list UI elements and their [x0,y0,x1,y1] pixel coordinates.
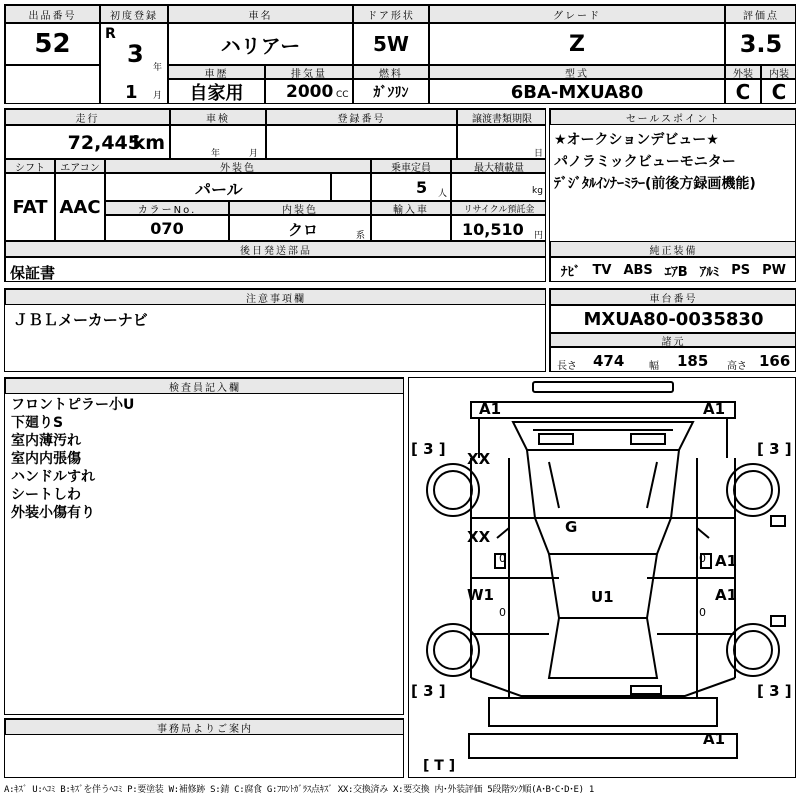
inspector-section [4,377,404,715]
label-xx-front-door: XX [467,528,491,546]
details-section [4,108,546,282]
colorno: 070 [105,215,229,241]
intcolor-cell [229,215,371,241]
cc-unit: CC [336,90,349,100]
label-zero-4: 0 [699,606,706,619]
reg-year: 3 [127,40,144,68]
mileage-unit: km [132,132,165,154]
notes-text: ＪＢＬメーカーナビ [13,311,148,329]
history-label: 車歴 [168,65,265,79]
equip-ps: PS [731,262,751,278]
intcolor-unit: 系 [356,231,366,241]
label-3-front-left: [ 3 ] [411,440,446,458]
transfer-day: 日 [534,149,544,159]
capacity-label: 乗車定員 [371,159,451,173]
int-label: 内装 [761,65,796,79]
inspect-year: 年 [211,149,221,159]
equip-cell [550,257,796,282]
intcolor-label: 内装色 [229,201,371,215]
reg-month: 1 [125,82,138,103]
cc-label: 排気量 [265,65,353,79]
lot-label: 出品番号 [5,5,100,23]
label-3-rear-left: [ 3 ] [411,682,446,700]
recycle: 10,510 [462,220,524,239]
equip-label: 純正装備 [550,241,796,257]
color-label: 外装色 [105,159,371,173]
chassis-section [549,288,796,372]
reg-label: 初度登録 [100,5,168,23]
later-cell [5,257,546,282]
label-3-front-right: [ 3 ] [757,440,792,458]
mileage: 72,445 [67,132,141,154]
reg-year-unit: 年 [153,63,163,73]
shift-label: シフト [5,159,55,173]
ext-score: C [725,79,761,104]
label-t: [ T ] [423,758,456,774]
spec-cell [550,347,796,372]
label-a1-rear-bumper: A1 [703,730,726,748]
length-label: 長さ [557,361,577,372]
grade-label: グレード [429,5,725,23]
mileage-cell [5,125,170,159]
inspect-label: 車検 [170,109,266,125]
reg-month-unit: 月 [153,91,163,101]
model-label: 型式 [429,65,725,79]
equip-pw: PW [762,262,786,278]
height-label: 高さ [727,361,747,372]
fuel-label: 燃料 [353,65,429,79]
reg-era: R [105,26,116,42]
fuel: ｶﾞｿﾘﾝ [353,79,429,104]
name-label: 車名 [168,5,353,23]
lot-number: 52 [5,23,100,65]
label-zero-3: 0 [499,606,506,619]
inspector-text: フロントピラー小U 下廻りS 室内薄汚れ 室内内張傷 ハンドルすれ シートしわ 外装小傷有り [11,397,135,521]
capacity-unit: 人 [438,189,448,199]
height: 166 [759,352,791,370]
lot-blank [5,65,100,104]
int-score: C [761,79,796,104]
color: パール [195,180,243,199]
inspect-month: 月 [249,149,259,159]
damage-diagram [408,377,796,778]
equip-navi: ﾅﾋﾞ [561,264,581,280]
capacity: 5 [416,178,428,197]
capacity-cell [371,173,451,201]
reg-cell [100,23,168,104]
inspect-cell [170,125,266,159]
import-cell [371,215,451,241]
recycle-label: リサイクル預託金 [451,201,546,215]
import-label: 輸入車 [371,201,451,215]
chassis-label: 車台番号 [550,289,796,305]
load-label: 最大積載量 [451,159,546,173]
sales-section [549,108,796,282]
office-section [4,718,404,778]
equip-airbag: ｴｱB [664,264,688,280]
equip-tv: TV [592,262,612,278]
label-a1-rear-door: A1 [715,552,738,570]
notes-label: 注意事項欄 [5,289,546,305]
sales-lines: ★オークションデビュー★ パノラミックビューモニター ﾃﾞｼﾞﾀﾙｲﾝﾅｰﾐﾗｰ(前後方録画機能) [554,132,756,192]
label-a1-front-left: A1 [479,400,502,418]
legend: A:ｷｽﾞ U:ﾍｺﾐ B:ｷｽﾞを伴うﾍｺﾐ P:要塗装 W:補修跡 S:錆 C:腐食 G:ﾌﾛﾝﾄｶﾞﾗｽ点ｷｽﾞ XX:交換済み X:要交換 内･外装評価 5段階ﾗﾝｸ順(A･B･C･D･E) 1 [4,785,594,795]
label-a1-front-right: A1 [703,400,726,418]
history: 自家用 [168,79,265,104]
inspector-label: 検査員記入欄 [5,378,404,394]
intcolor: クロ [288,221,319,239]
later-label: 後日発送部品 [5,241,546,257]
label-zero-1: 0 [499,552,506,565]
office-label: 事務局よりご案内 [5,719,404,735]
mileage-label: 走行 [5,109,170,125]
transfer-label: 譲渡書類期限 [457,109,546,125]
ac: AAC [55,173,105,241]
label-u1-roof: U1 [591,588,614,606]
colorno-label: カラーNo. [105,201,229,215]
regno-cell [266,125,457,159]
chassis-number: MXUA80-0035830 [550,305,796,333]
spec-label: 諸元 [550,333,796,347]
shift: FAT [5,173,55,241]
width: 185 [677,352,709,370]
width-label: 幅 [649,361,659,372]
later: 保証書 [10,264,56,282]
label-zero-2: 0 [699,552,706,565]
label-w1: W1 [467,586,494,604]
recycle-cell [451,215,546,241]
recycle-unit: 円 [534,231,544,241]
cc: 2000 [286,82,334,102]
load-cell [451,173,546,201]
length: 474 [593,352,625,370]
color-extra [331,173,371,201]
label-xx-fender: XX [467,450,491,468]
header-section [4,4,796,104]
equip-abs: ABS [623,262,653,278]
door-label: ドア形状 [353,5,429,23]
notes-section [4,288,546,372]
cc-cell [265,79,353,104]
ac-label: エアコン [55,159,105,173]
model: 6BA-MXUA80 [429,79,725,104]
regno-label: 登録番号 [266,109,457,125]
load-unit: kg [532,186,543,196]
transfer-cell [457,125,546,159]
sales-label: セールスポイント [550,109,796,125]
ext-label: 外装 [725,65,761,79]
label-3-rear-right: [ 3 ] [757,682,792,700]
score: 3.5 [725,23,796,65]
car-name: ハリアー [168,23,353,65]
door-type: 5W [353,23,429,65]
car-outline [409,378,796,778]
grade: Z [429,23,725,65]
label-g-windshield: G [565,518,578,536]
score-label: 評価点 [725,5,796,23]
equip-alloy: ｱﾙﾐ [699,264,720,280]
label-a1-rear-quarter: A1 [715,586,738,604]
